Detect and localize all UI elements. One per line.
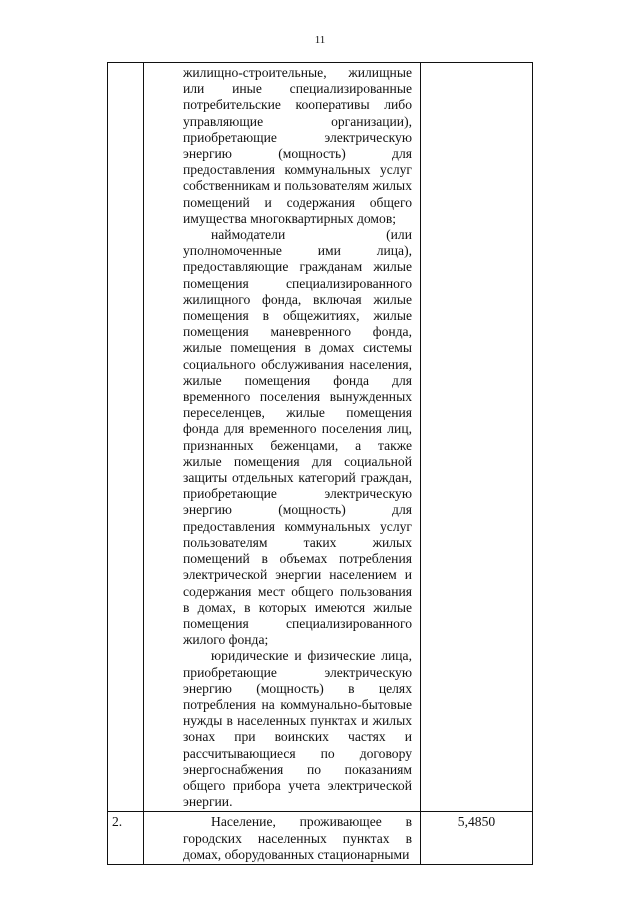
value-cell <box>421 812 533 865</box>
table-row <box>108 63 533 812</box>
row-number-cell <box>108 812 144 865</box>
description-paragraph: наймодатели (или уполномоченные ими лица), предоставляющие гражданам жилые помещения специализированного жилищного фонда, включая жилые помещения в общежитиях, жилые помещения маневренного фонда, жилые помещения в домах системы социального обслуживания населения, жилые помещения фонда для временного поселения вынужденных переселенцев, жилые помещения фонда для временного поселения лиц, признанных беженцами, а также жилые помещения для социальной защиты отдельных категорий граждан, приобретающие электрическую энергию (мощность) для предоставления коммунальных услуг пользователям таких жилых помещений в объемах потребления электрической энергии населением и содержания мест общего пользования в домах, в которых имеются жилые помещения специализированного жилого фонда; <box>183 227 412 648</box>
tariff-table <box>107 62 533 865</box>
description-paragraph: Население, проживающее в городских населенных пунктах в домах, оборудованных стационарными <box>183 814 412 862</box>
value-cell <box>421 63 533 812</box>
row-number-cell <box>108 63 144 812</box>
description-cell <box>144 812 421 865</box>
row-number: 2. <box>112 814 123 830</box>
table-row <box>108 812 533 865</box>
tariff-value: 5,4850 <box>457 814 496 830</box>
description-paragraph: юридические и физические лица, приобретающие электрическую энергию (мощность) в целях потребления на коммунально-бытовые нужды в населенных пунктах и жилых зонах при воинских частях и рассчитывающиеся по договору энергоснабжения по показаниям общего прибора учета электрической энергии. <box>183 648 412 810</box>
description-cell <box>144 63 421 812</box>
page-number: 11 <box>314 34 326 46</box>
description-paragraph: жилищно-строительные, жилищные или иные специализированные потребительские кооперативы либо управляющие организации), приобретающие электрическую энергию (мощность) для предоставления коммунальных услуг собственникам и пользователям жилых помещений и содержания общего имущества многоквартирных домов; <box>183 65 412 226</box>
